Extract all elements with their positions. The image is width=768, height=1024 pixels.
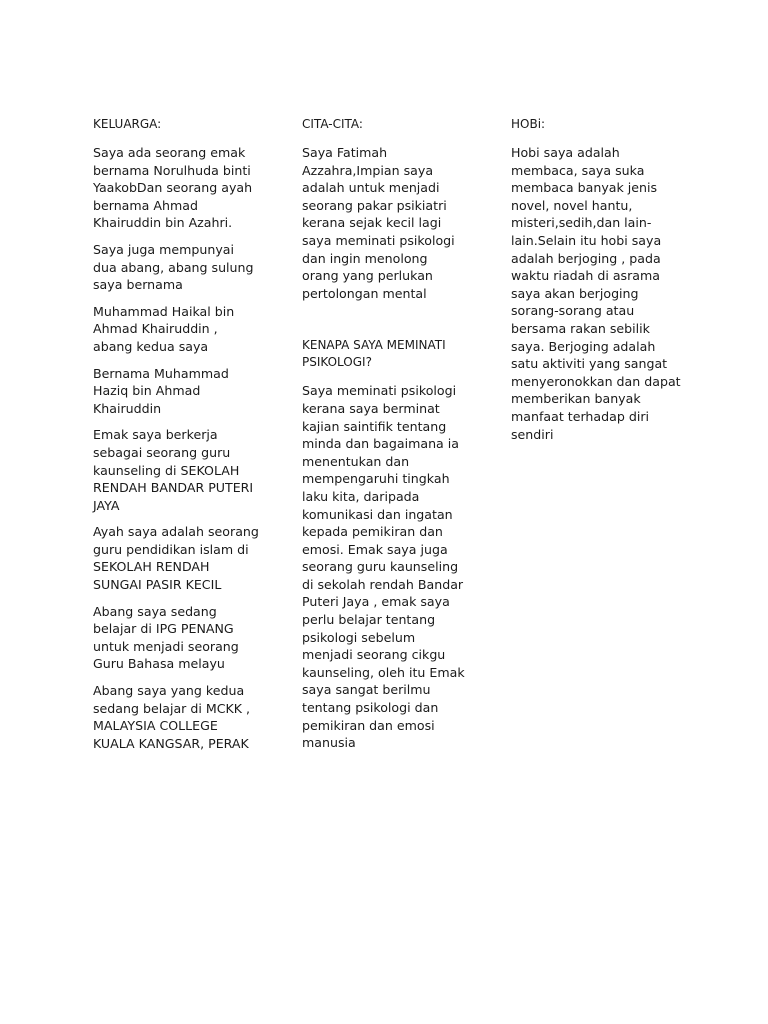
paragraph: Muhammad Haikal bin Ahmad Khairuddin , abang kedua saya (93, 303, 235, 354)
paragraph: Abang saya yang kedua sedang belajar di MCKK , MALAYSIA COLLEGE KUALA KANGSAR, PERAK (93, 683, 251, 751)
paragraph: Saya ada seorang emak bernama Norulhuda binti YaakobDan seorang ayah bernama Ahmad Khairuddin bin Azahri. (93, 145, 253, 231)
paragraph-cita-cita: Saya Fatimah Azzahra,Impian saya adalah untuk menjadi seorang pakar psikiatri kerana sejak kecil lagi saya meminati psikologi dan ingin menolong orang yang perlukan pertolongan mental (302, 145, 455, 301)
heading-keluarga: KELUARGA: (93, 117, 162, 131)
paragraph-kenapa-psikologi: Saya meminati psikologi kerana saya berminat kajian saintifik tentang minda dan bagaimana ia menentukan dan mempengaruhi tingkah laku kita, daripada komunikasi dan ingatan kepada pemikiran dan emosi. Emak saya juga seorang guru kaunseling di sekolah rendah Bandar Puteri Jaya , emak saya perlu belajar tentang psikologi sebelum menjadi seorang cikgu kaunseling, oleh itu Emak saya sangat berilmu tentang psikologi dan pemikiran dan emosi manusia (302, 383, 465, 751)
paragraph: Ayah saya adalah seorang guru pendidikan islam di SEKOLAH RENDAH SUNGAI PASIR KECIL (93, 524, 259, 593)
column-keluarga (93, 116, 261, 761)
paragraph: Emak saya berkerja sebagai seorang guru kaunseling di SEKOLAH RENDAH BANDAR PUTERI JAYA (93, 427, 254, 513)
spacer (302, 311, 468, 337)
column-cita-cita (302, 116, 468, 761)
heading-hobi: HOBi: (511, 117, 546, 131)
paragraph-hobi: Hobi saya adalah membaca, saya suka membaca banyak jenis novel, novel hantu, misteri,sedih,dan lain-lain.Selain itu hobi saya adalah berjoging , pada waktu riadah di asrama saya akan berjoging sorang-sorang atau bersama rakan sebilik saya. Berjoging adalah satu aktiviti yang sangat menyeronokkan dan dapat memberikan banyak manfaat terhadap diri sendiri (511, 145, 681, 442)
column-hobi (511, 116, 681, 452)
paragraph: Saya juga mempunyai dua abang, abang sulung saya bernama (93, 241, 254, 293)
paragraph: Abang saya sedang belajar di IPG PENANG untuk menjadi seorang Guru Bahasa melayu (93, 603, 239, 672)
paragraph: Bernama Muhammad Haziq bin Ahmad Khairuddin (93, 365, 229, 416)
heading-cita-cita: CITA-CITA: (302, 117, 363, 131)
heading-kenapa-psikologi: KENAPA SAYA MEMINATI PSIKOLOGI? (302, 338, 446, 370)
